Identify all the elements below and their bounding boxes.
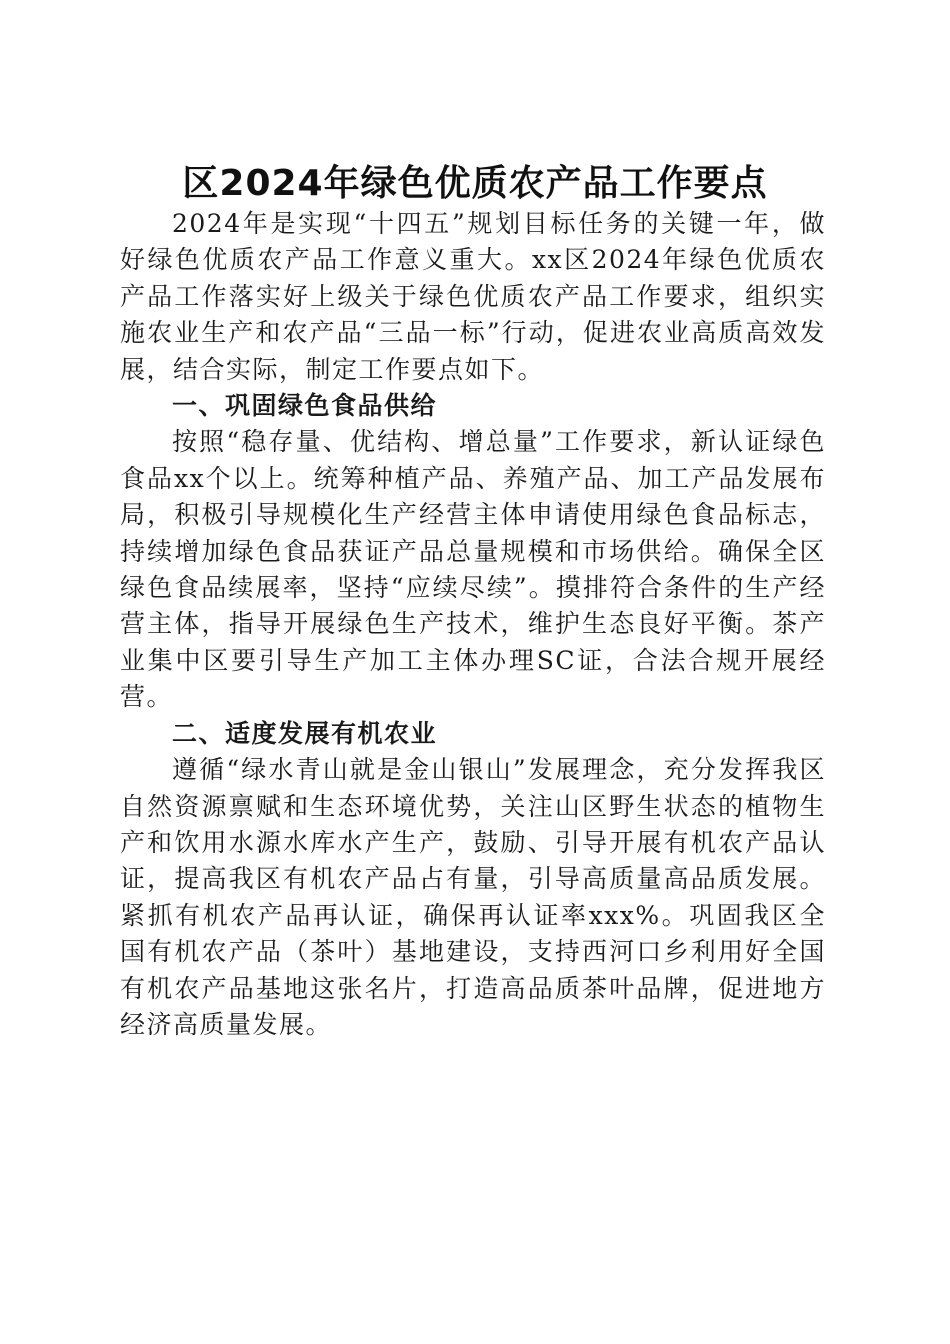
section-heading-2: 二、适度发展有机农业: [172, 718, 438, 748]
section-body-2: 遵循“绿水青山就是金山银山”发展理念，充分发挥我区自然资源禀赋和生态环境优势，关注山区野生状态的植物生产和饮用水源水库水产生产，鼓励、引导开展有机农产品认证，提高我区有机农产品占有量，引导高质量高品质发展。紧抓有机农产品再认证，确保再认证率xxx%。巩固我区全国有机农产品（茶叶）基地建设，支持西河口乡利用好全国有机农产品基地这张名片，打造高品质茶叶品牌，促进地方经济高质量发展。: [120, 755, 826, 1039]
intro-paragraph: 2024年是实现“十四五”规划目标任务的关键一年，做好绿色优质农产品工作意义重大。xx区2024年绿色优质农产品工作落实好上级关于绿色优质农产品工作要求，组织实施农业生产和农产品“三品一标”行动，促进农业高质高效发展，结合实际，制定工作要点如下。: [120, 209, 826, 384]
document-title: 区2024年绿色优质农产品工作要点: [182, 163, 768, 205]
section-body-1: 按照“稳存量、优结构、增总量”工作要求，新认证绿色食品xx个以上。统筹种植产品、养殖产品、加工产品发展布局，积极引导规模化生产经营主体申请使用绿色食品标志，持续增加绿色食品获证产品总量规模和市场供给。确保全区绿色食品续展率，坚持“应续尽续”。摸排符合条件的生产经营主体，指导开展绿色生产技术，维护生态良好平衡。茶产业集中区要引导生产加工主体办理SC证，合法合规开展经营。: [120, 427, 826, 712]
document-body: [120, 206, 826, 1043]
section-heading-1: 一、巩固绿色食品供给: [172, 391, 438, 421]
